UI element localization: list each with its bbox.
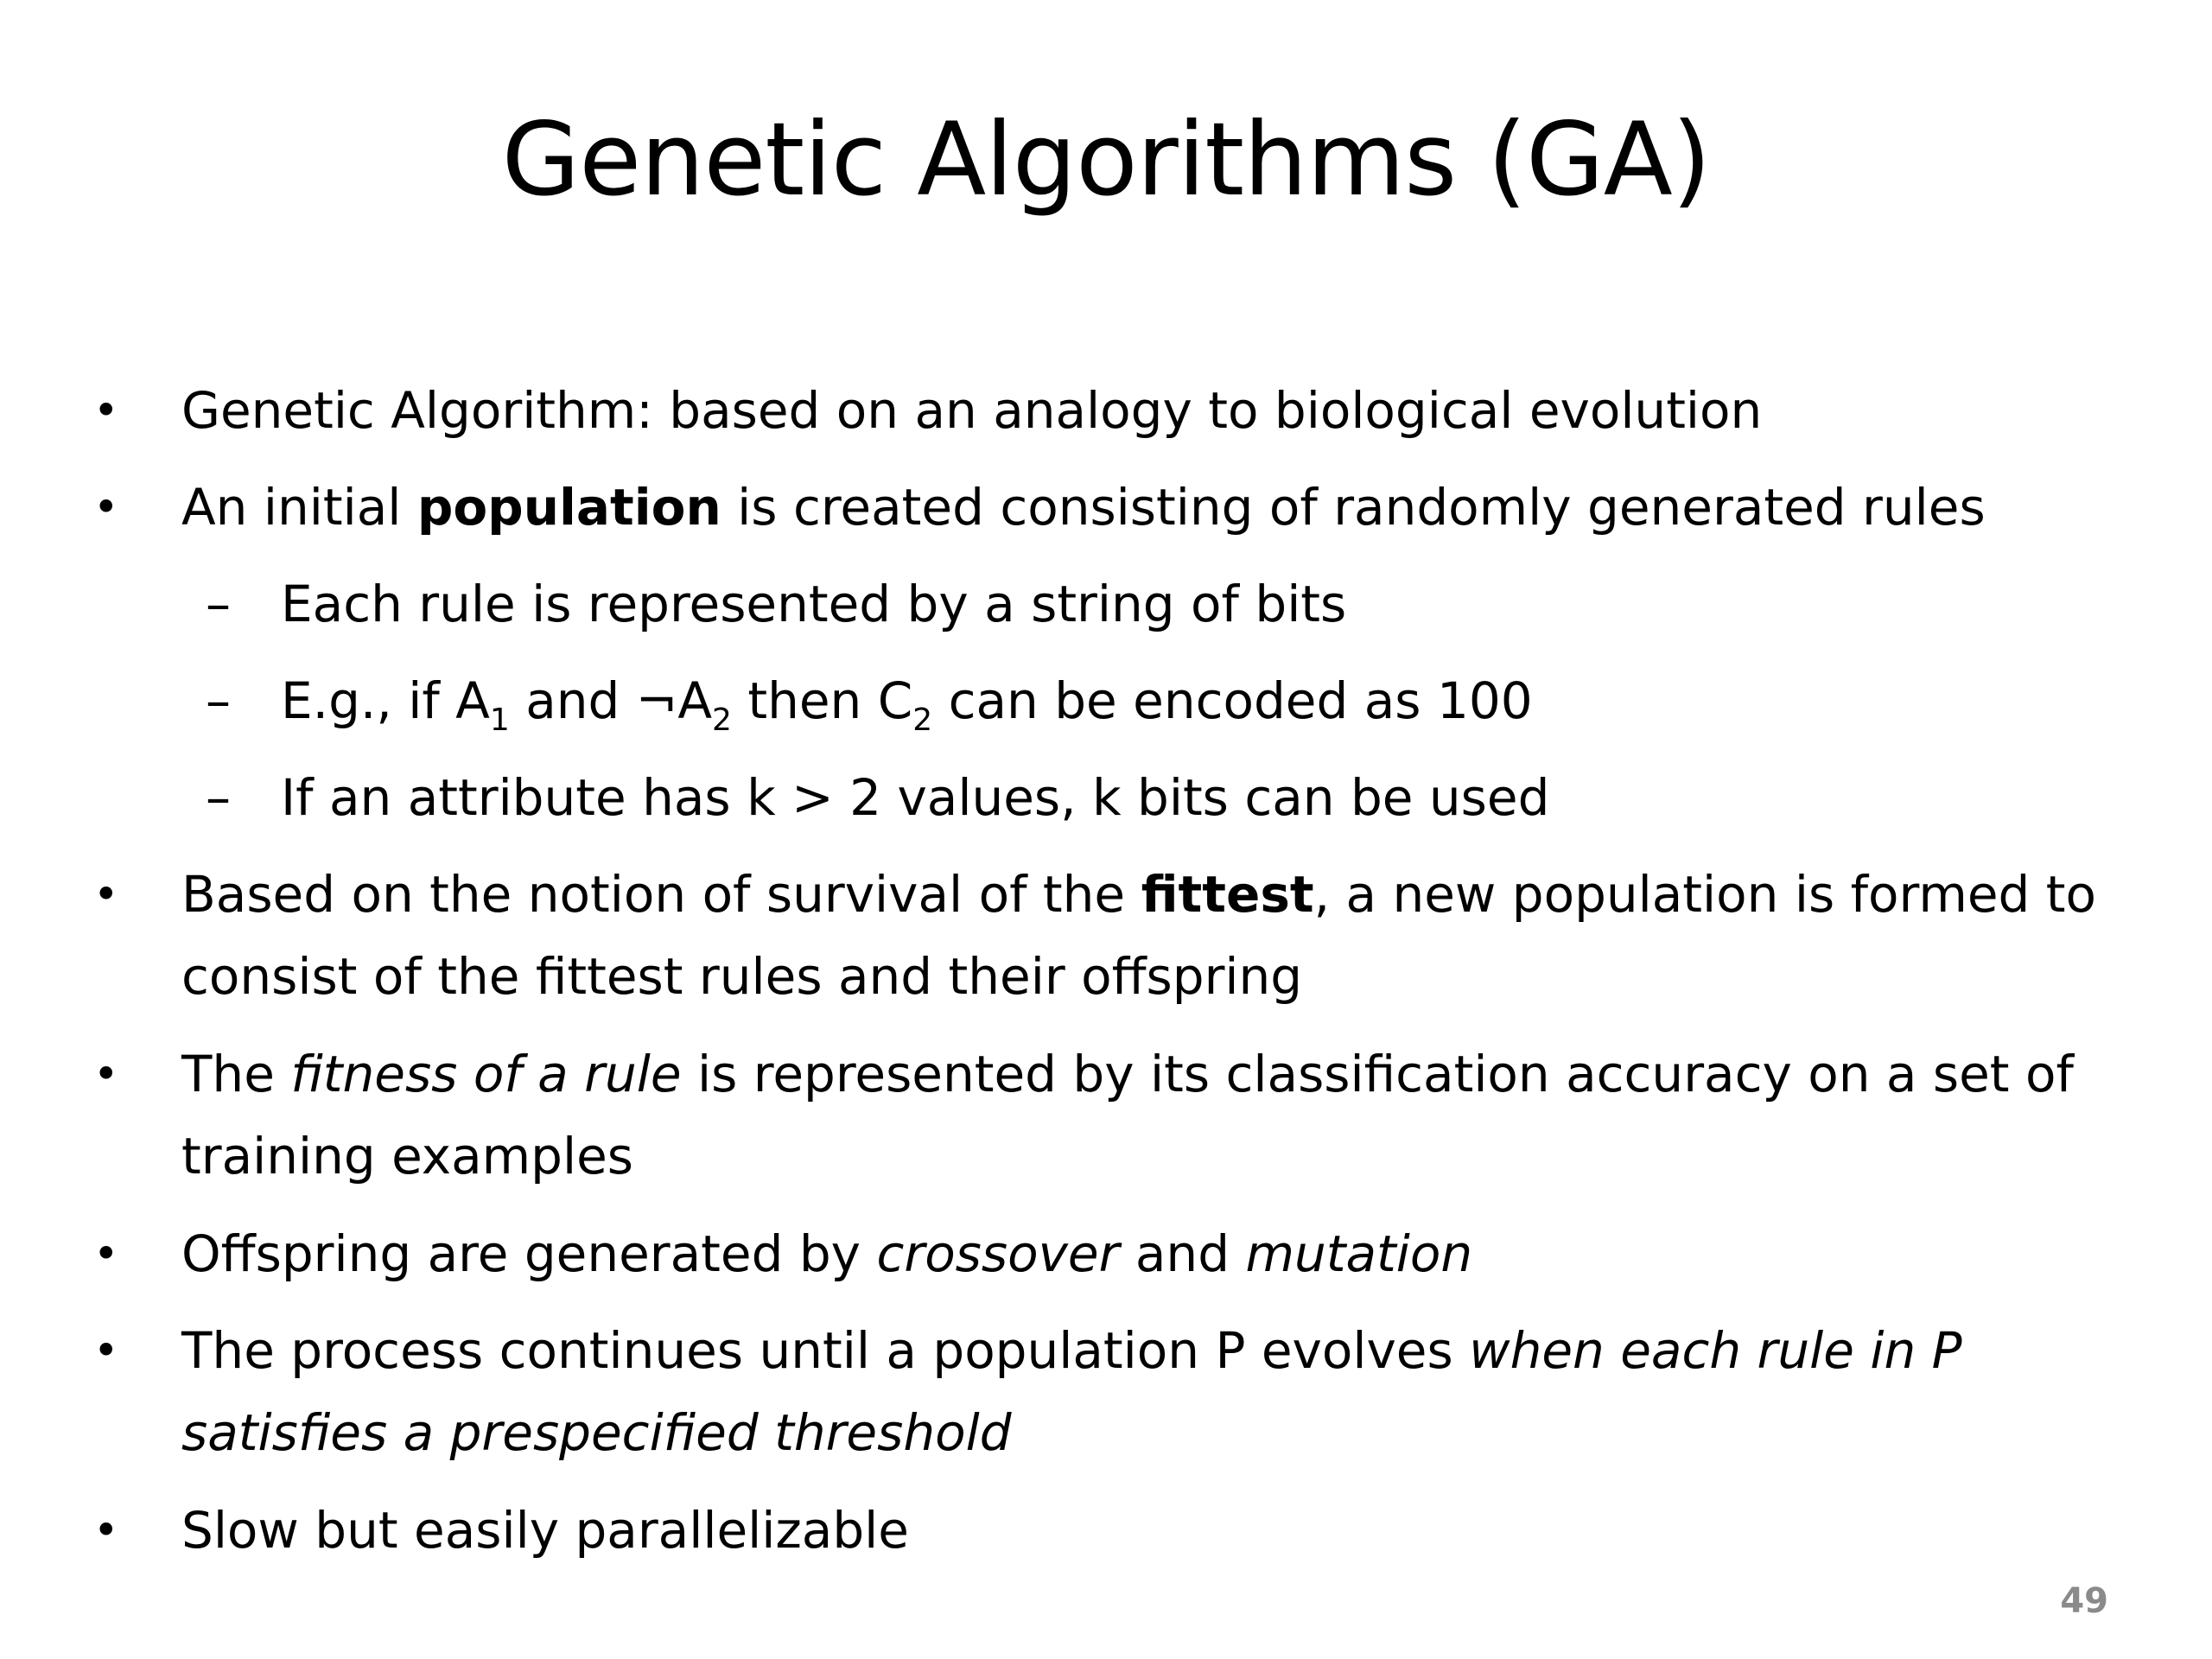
text-span: is created consisting of randomly generated rules bbox=[721, 478, 1986, 537]
text-span: Offspring are generated by bbox=[181, 1224, 877, 1283]
text-span: is represented by its classification accuracy on a set of bbox=[681, 1045, 2074, 1103]
dash-marker: – bbox=[206, 575, 231, 633]
bullet-text-continuation: consist of the fittest rules and their offspring bbox=[181, 947, 1303, 1006]
italic-term-mutation: mutation bbox=[1245, 1224, 1473, 1283]
bullet-marker: • bbox=[93, 1505, 119, 1555]
bullet-text bbox=[181, 1213, 1472, 1295]
bullet-text: Genetic Algorithm: based on an analogy to biological evolution bbox=[181, 381, 1763, 440]
bullet-marker: • bbox=[93, 1049, 119, 1099]
text-span: The bbox=[181, 1045, 291, 1103]
subscript: 2 bbox=[712, 702, 732, 738]
text-span: Based on the notion of survival of the bbox=[181, 865, 1141, 924]
bold-term-fittest: fittest bbox=[1141, 865, 1314, 924]
dash-marker: – bbox=[206, 671, 231, 730]
bullet-marker: • bbox=[93, 1229, 119, 1279]
text-span: then C bbox=[731, 671, 913, 730]
text-span: and ¬A bbox=[509, 671, 713, 730]
dash-marker: – bbox=[206, 768, 231, 827]
text-span: The process continues until a population P evolves bbox=[181, 1321, 1470, 1380]
bullet-marker: • bbox=[93, 385, 119, 435]
bullet-marker: • bbox=[93, 1325, 119, 1376]
bold-term-population: population bbox=[416, 478, 721, 537]
subscript: 2 bbox=[912, 702, 933, 738]
bullet-text: Slow but easily parallelizable bbox=[181, 1501, 909, 1560]
italic-term-fitness: fitness of a rule bbox=[290, 1045, 682, 1103]
bullet-text bbox=[181, 854, 2096, 936]
bullet-marker: • bbox=[93, 482, 119, 532]
text-span: and bbox=[1119, 1224, 1246, 1283]
italic-term-crossover: crossover bbox=[876, 1224, 1120, 1283]
sub-text: Each rule is represented by a string of bits bbox=[281, 575, 1347, 633]
text-span: An initial bbox=[181, 478, 417, 537]
sub-text: If an attribute has k > 2 values, k bits can be used bbox=[281, 768, 1550, 827]
subscript: 1 bbox=[489, 702, 510, 738]
bullet-text bbox=[181, 1310, 1962, 1392]
bullet-text bbox=[181, 1033, 2074, 1116]
bullet-text-continuation: satisfies a prespecified threshold bbox=[181, 1403, 1012, 1462]
bullet-text bbox=[181, 467, 1986, 549]
sub-text bbox=[281, 660, 1533, 742]
bullet-text-continuation: training examples bbox=[181, 1127, 633, 1185]
bullet-marker: • bbox=[93, 869, 119, 919]
text-span: , a new population is formed to bbox=[1313, 865, 2096, 924]
slide-title: Genetic Algorithms (GA) bbox=[501, 100, 1711, 219]
text-span: can be encoded as 100 bbox=[932, 671, 1533, 730]
italic-phrase: when each rule in P bbox=[1469, 1321, 1962, 1380]
text-span: E.g., if A bbox=[281, 671, 490, 730]
page-number: 49 bbox=[2060, 1581, 2108, 1621]
